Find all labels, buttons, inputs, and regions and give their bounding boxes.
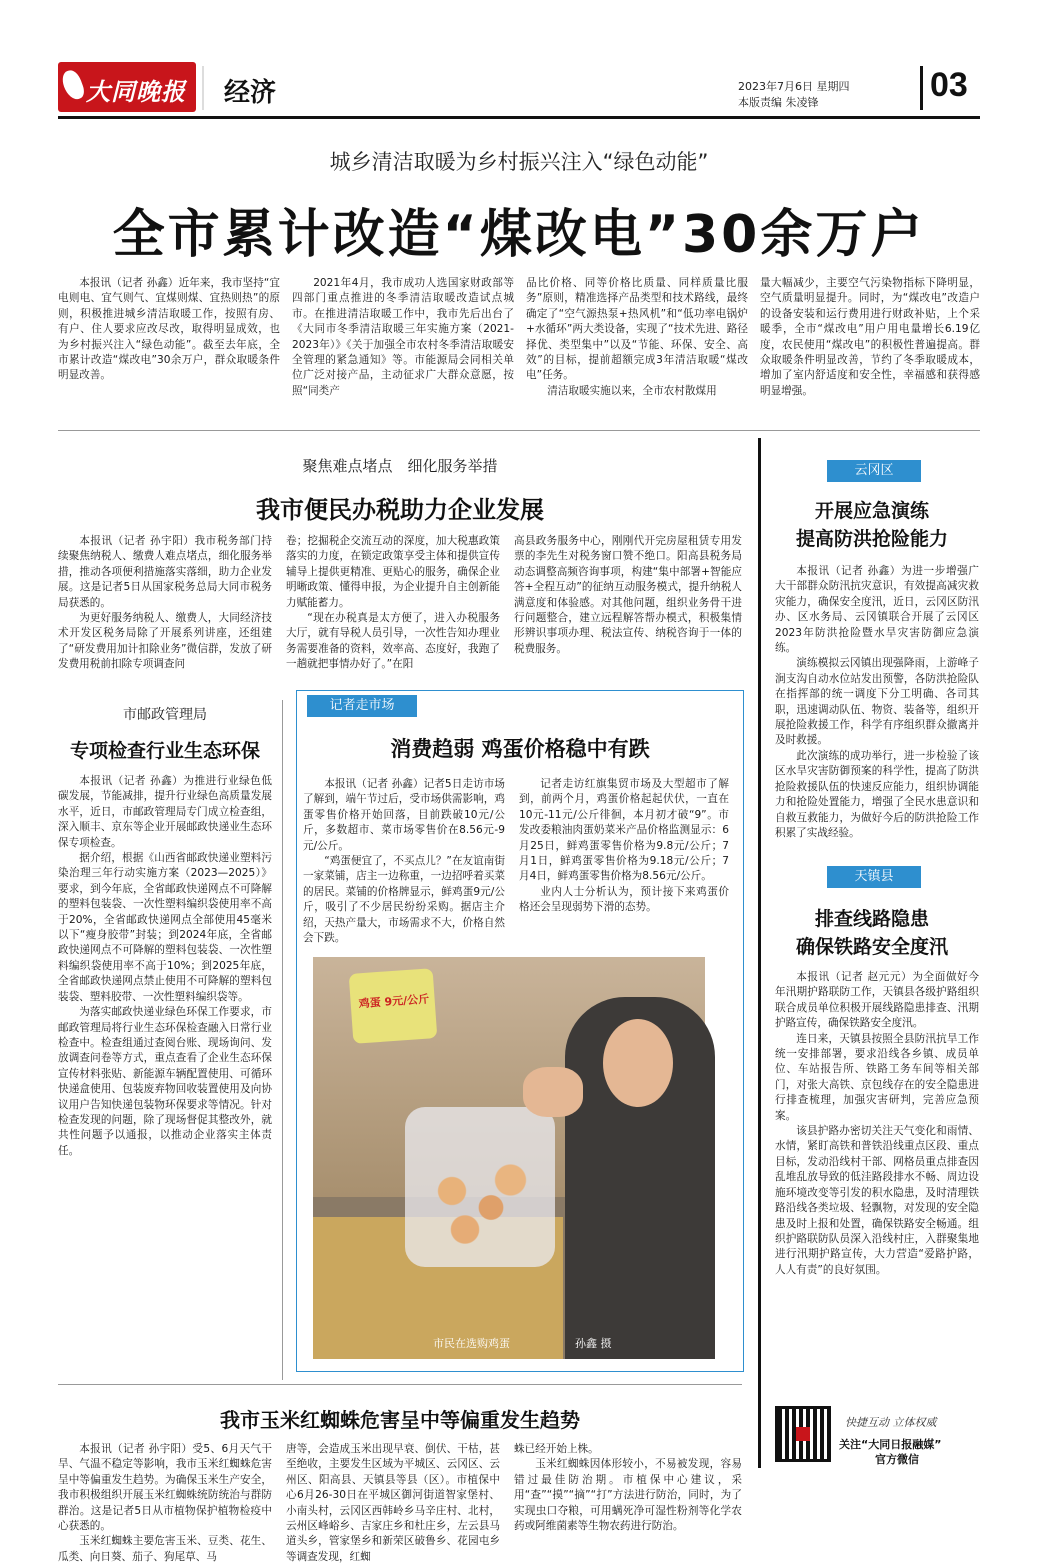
right-rail	[758, 438, 983, 1468]
tianzhen-headline-2: 确保铁路安全度汛	[795, 936, 948, 958]
lead-col-1: 本报讯（记者 孙鑫）近年来，我市坚持“宜电则电、宜气则气、宜煤则煤、宜热则热”的原则，积极推进城乡清洁取暖工作，按照有房、有户、住人要求应改尽改，取得明显成效，也为乡村振兴注入“绿色动能”。截至去年底，全市累计改造“煤改电”30余万户，群众取暖条件明显改善。	[58, 277, 280, 382]
yungang-headline-2: 提高防洪抢险能力	[795, 528, 948, 550]
photo-eggs	[413, 1147, 543, 1257]
corn-col-2: 唐等，会造成玉米出现早衰、倒伏、干枯，甚至绝收，主要发生区域为平城区、云冈区、云州区、阳高县、天镇县等县（区）。市植保中心6月26-30日在平城区御河街道智家堡村、小南头村，云冈区西韩岭乡马辛庄村、北村，云州区峰峪乡、吉家庄乡和杜庄乡，左云县马道头乡，管家堡乡和新荣区破鲁乡、花园屯乡等调查发现，红蜘	[286, 1443, 500, 1563]
photo-credit: 孙鑫 摄	[575, 1337, 612, 1350]
egg-box	[296, 690, 744, 1372]
tax-kicker: 聚焦难点堵点 细化服务举措	[302, 457, 498, 475]
masthead	[58, 62, 980, 120]
lead-col-3: 品比价格、同等价格比质量、同样质量比服务”原则，精准选择产品类型和技术路线，最终确定了“空气源热泵+热风机”和“低功率电锅炉+水循环”两大类设备，实现了“技术先进、路径择优、类型集中”以及“节能、环保、安全、高效”的目标，提前超额完成3年清洁取暖“煤改电”任务。 清洁取暖实施以来，全市农村散煤用	[526, 277, 748, 397]
tax-col-2: 卷；挖掘税企交流互动的深度，加大税惠政策落实的力度，在锁定政策享受主体和提供宣传辅导上提供更精准、更贴心的服务，确保企业明晰政策、懂得申报，为企业提升自主创新能力赋能蓄力。 “现在办税真是太方便了，进入办税服务大厅，就有导税人员引导，一次性告知办理业务需要准备的资料，效率高、态度好，我跑了一趟就把事情办好了。”在阳	[286, 535, 500, 671]
promo-slogan: 快捷互动 立体权威	[845, 1416, 937, 1429]
flame-icon	[59, 68, 86, 102]
photo-hand	[523, 1067, 583, 1117]
yungang-body: 本报讯（记者 孙鑫）为进一步增强广大干部群众防汛抗灾意识，有效提高减灾救灾能力，确保安全度汛，近日，云冈区防汛办、区水务局、云冈镇联合开展了云冈区2023年防洪抢险暨水旱灾害防御应急演练。 演练模拟云冈镇出现强降雨，上游峰子涧支沟自动水位站发出预警，各防洪抢险队在指挥部的统一调度下分工明确、各司其职，迅速调动队伍、物资、装备等，组织开展抢险救援工作，科学有序组织群众撤离并及时救援。 此次演练的成功举行，进一步检验了该区水旱灾害防御预案的科学性，提高了防洪抢险救援队伍的快速反应能力，组织协调能力和抢险处置能力，增强了全民水患意识和自救互救能力，为做好今后的防洪抢险工作积累了实战经验。	[775, 565, 979, 839]
egg-col-1: 本报讯（记者 孙鑫）记者5日走访市场了解到，端午节过后，受市场供需影响，鸡蛋零售价格开始回落，目前跌破10元/公斤，多数超市、菜市场零售价在8.56元-9元/公斤。 “鸡蛋便宜了，不买点儿？”在友谊南街一家菜铺，店主一边称重，一边招呼着买菜的居民。菜铺的价格牌显示，鲜鸡蛋9元/公斤，吸引了不少居民纷纷采购。据店主介绍，天热产量大，市场需求不大，价格自然会下跌。	[303, 778, 505, 945]
photo-caption: 市民在选购鸡蛋	[433, 1337, 510, 1350]
newspaper-logo: 大同晚报	[58, 62, 196, 112]
corn-headline: 我市玉米红蜘蛛危害呈中等偏重发生趋势	[220, 1408, 580, 1432]
page-editor: 本版责编 朱凌锋	[738, 96, 819, 109]
tianzhen-headline-1: 排查线路隐患	[814, 908, 929, 930]
promo-line-2: 官方微信	[875, 1453, 919, 1466]
egg-photo	[313, 957, 705, 1359]
qr-code-icon[interactable]	[775, 1406, 831, 1462]
page-number: 03	[930, 66, 968, 104]
corn-top-rule	[58, 1384, 742, 1385]
lead-col-4: 量大幅减少，主要空气污染物指标下降明显，空气质量明显提升。同时，为“煤改电”改造户的设备安装和运行费用进行财政补贴，上个采暖季，全市“煤改电”用户用电量增长6.19亿度，农民使用“煤改电”的积极性普遍提高。群众取暖条件明显改善，节约了冬季取暖成本，增加了室内舒适度和安全性，幸福感和获得感明显增强。	[760, 277, 980, 397]
postal-divider	[282, 700, 283, 1380]
masthead-rule	[58, 116, 980, 119]
postal-headline: 专项检查行业生态环保	[69, 740, 260, 762]
section-name: 经济	[224, 78, 277, 108]
wechat-promo	[775, 1406, 979, 1466]
lead-kicker: 城乡清洁取暖为乡村振兴注入“绿色动能”	[329, 150, 709, 174]
lead-bottom-rule	[58, 430, 980, 431]
yungang-headline-1: 开展应急演练	[814, 500, 929, 522]
postal-body: 本报讯（记者 孙鑫）为推进行业绿色低碳发展，节能减排，提升行业绿色高质量发展水平，近日，市邮政管理局专门成立检查组，深入顺丰、京东等企业开展邮政快递业生态环保专项检查。 据介绍，根据《山西省邮政快递业塑料污染治理三年行动实施方案（2023—2025）》要求，到今年底，全省邮政快递网点不可降解的塑料包装袋、一次性塑料编织袋使用率不高于20%，全省邮政快递网点全部使用45毫米以下“瘦身胶带”封装；到2024年底，全省邮政快递网点不可降解的塑料包装袋、一次性塑料编织袋使用率不高于10%；到2025年底，全省邮政快递网点禁止使用不可降解的塑料包装袋、塑料胶带、一次性塑料编织袋等。 为落实邮政快递业绿色环保工作要求，市邮政管理局将行业生态环保检查融入日常行业检查中。检查组通过查阅台账、现场询问、发放调查问卷等方式，重点查看了企业生态环保宣传材料张贴、新能源车辆配置使用、可循环快递盒使用、包装废弃物回收装置使用及向协议用户告知快递包装物环保要求等情况。针对检查发现的问题，除了现场督促其整改外，就共性问题予以通报，以推动企业落实主体责任。	[58, 775, 272, 1157]
postal-kicker: 市邮政管理局	[123, 707, 207, 723]
corn-col-3: 蛛已经开始上株。 玉米红蜘蛛因体形较小，不易被发现，容易错过最佳防治期。市植保中心建议，采用“查”“摸”“摘”“打”方法进行防治，同时，为了实现虫口夺粮，可用螨死净可湿性粉剂等化学农药或阿维菌素等生物农药进行防治。	[514, 1443, 742, 1533]
corn-col-1: 本报讯（记者 孙宇阳）受5、6月天气干旱、气温不稳定等影响，我市玉米红蜘蛛危害呈中等偏重发生趋势。为确保玉米生产安全，我市积极组织开展玉米红蜘蛛统防统治与群防群治。这是记者5日从市植物保护植物检疫中心获悉的。 玉米红蜘蛛主要危害玉米、豆类、花生、瓜类、向日葵、茄子、狗尾草、马	[58, 1443, 272, 1563]
page-number-divider	[920, 66, 923, 110]
lead-col-2: 2021年4月，我市成功人选国家财政部等四部门重点推进的冬季清洁取暖改造试点城市。在推进清洁取暖工作中，我市先后出台了《大同市冬季清洁取暖三年实施方案（2021-2023年）》《关于加强全市农村冬季清洁取暖安全管理的紧急通知》等。市能源局会同相关单位广泛对接产品，主动征求广大群众意愿，按照“同类产	[292, 277, 514, 397]
logo-separator	[202, 66, 204, 110]
tax-col-1: 本报讯（记者 孙宇阳）我市税务部门持续聚焦纳税人、缴费人难点堵点，细化服务举措，推动各项便利措施落实落细，助力企业发展。这是记者5日从国家税务总局大同市税务局获悉的。 为更好服务纳税人、缴费人，大同经济技术开发区税务局除了开展系列讲座，还组建了“研发费用加计扣除业务”微信群，发放了研发费用税前扣除专项调查问	[58, 535, 272, 671]
tianzhen-tag: 天镇县	[827, 866, 921, 888]
photo-face	[603, 1019, 673, 1107]
tianzhen-body: 本报讯（记者 赵元元）为全面做好今年汛期护路联防工作，天镇县各级护路组织联合成员单位积极开展线路隐患排查、汛期护路宣传，确保铁路安全度汛。 连日来，天镇县按照全县防汛抗旱工作统一安排部署，要求沿线各乡镇、成员单位、车站报告所、铁路工务车间等相关部门，对张大高铁、京包线存在的安全隐患进行排查梳理，加强灾害研判，完善应急预案。 该县护路办密切关注天气变化和雨情、水情，紧盯高铁和普铁沿线重点区段、重点目标，发动沿线村干部、网格员重点排查因乱堆乱放导致的低洼路段排水不畅、周边设施环境改变等引发的积水隐患，及时清理铁路沿线各类垃圾、轻飘物，对发现的安全隐患及时上报和处置，确保铁路安全畅通。组织护路联防队员深入沿线村庄，入群聚集地进行汛期护路宣传，大力营造“爱路护路，人人有责”的良好氛围。	[775, 971, 979, 1276]
egg-headline: 消费趋弱 鸡蛋价格稳中有跌	[390, 737, 650, 761]
tax-col-3: 高县政务服务中心，刚刚代开完房屋租赁专用发票的李先生对税务窗口赞不绝口。阳高县税务局动态调整高频咨询事项，构建“集中部署+智能应答+全程互动”的征纳互动服务模式，提升纳税人满意度和体验感。对其他问题，组织业务骨干进行问题整合，建立远程解答帮办模式，积极集情形辨识事项办理、税法宣传、纳税咨询于一体的税费服务。	[514, 535, 742, 655]
egg-tag: 记者走市场	[307, 695, 417, 717]
egg-col-2: 记者走访红旗集贸市场及大型超市了解到，前两个月，鸡蛋价格起起伏伏，一直在10元-11元/公斤徘徊，本月初才破“9”。市发改委粮油肉蛋奶菜米产品价格监测显示：6月25日，鲜鸡蛋零售价格为9.8元/公斤；7月1日，鲜鸡蛋零售价格为9.18元/公斤；7月4日，鲜鸡蛋零售价格为8.56元/公斤。 业内人士分析认为，预计接下来鸡蛋价格还会呈现弱势下滑的态势。	[519, 778, 729, 914]
yungang-tag: 云冈区	[827, 460, 921, 482]
tax-headline: 我市便民办税助力企业发展	[256, 496, 544, 524]
photo-price-sign: 鸡蛋 9元/公斤	[349, 968, 438, 1044]
issue-date: 2023年7月6日 星期四	[738, 80, 850, 93]
lead-headline: 全市累计改造“煤改电”30余万户	[112, 205, 926, 265]
promo-line-1: 关注“大同日报融媒”	[839, 1438, 942, 1451]
